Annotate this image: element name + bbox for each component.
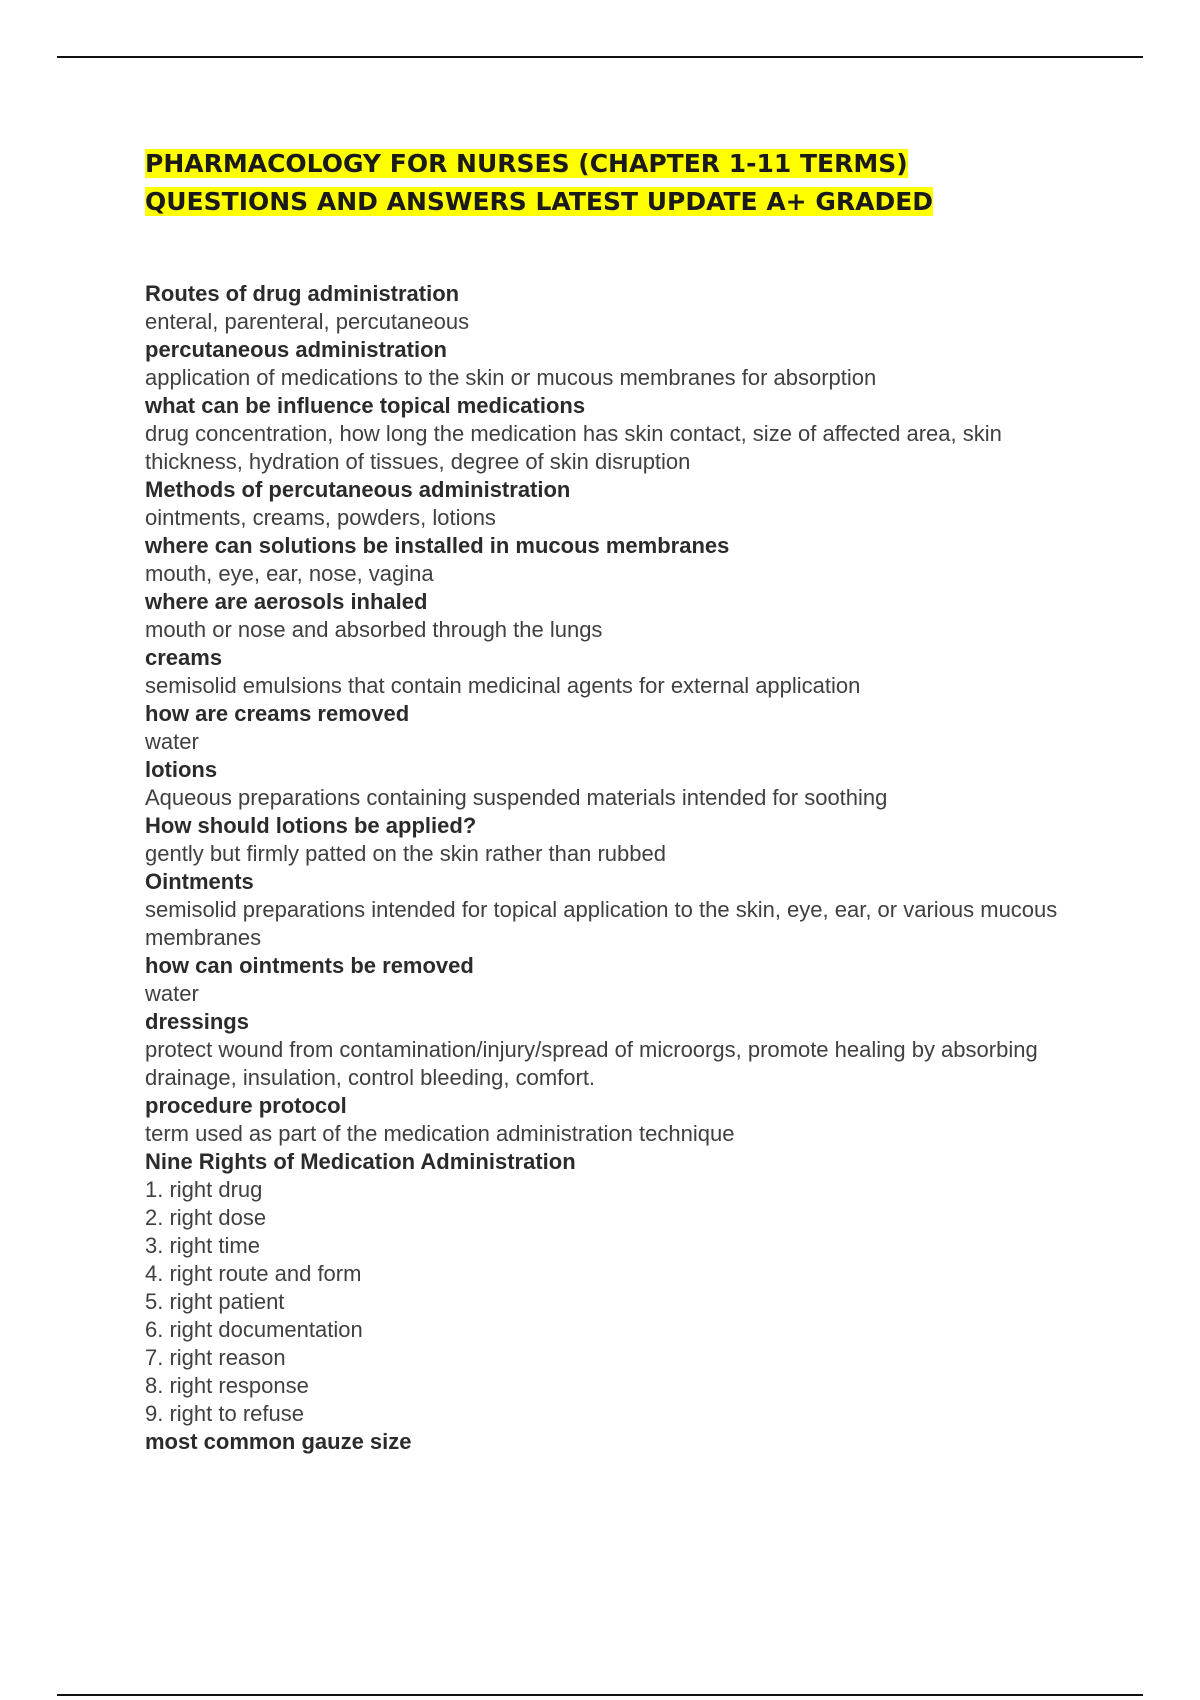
entry (145, 644, 1095, 700)
entry-term: How should lotions be applied? (145, 813, 477, 838)
entry-term: percutaneous administration (145, 337, 447, 362)
document-title-text: PHARMACOLOGY FOR NURSES (CHAPTER 1-11 TERMS) QUESTIONS AND ANSWERS LATEST UPDATE A+ GRADED (145, 149, 934, 216)
entry (145, 1008, 1095, 1092)
entry-term: where are aerosols inhaled (145, 589, 428, 614)
rights-list-item: 7. right reason (145, 1345, 286, 1370)
entry-definition: semisolid emulsions that contain medicinal agents for external application (145, 673, 861, 698)
entry-term: how are creams removed (145, 701, 410, 726)
entry-definition: drug concentration, how long the medication has skin contact, size of affected area, skin thickness, hydration of tissues, degree of skin disruption (145, 421, 1002, 474)
rights-entry (145, 1148, 1095, 1428)
rights-list-item: 5. right patient (145, 1289, 285, 1314)
entry-term: lotions (145, 757, 218, 782)
rights-list-item: 4. right route and form (145, 1261, 362, 1286)
entry-definition: water (145, 729, 199, 754)
entry (145, 532, 1095, 588)
entry-term: creams (145, 645, 223, 670)
entry-definition: semisolid preparations intended for topical application to the skin, eye, ear, or various mucous membranes (145, 897, 1058, 950)
entry (145, 476, 1095, 532)
entry (145, 868, 1095, 952)
final-term: most common gauze size (145, 1429, 412, 1454)
entry-definition: application of medications to the skin or mucous membranes for absorption (145, 365, 877, 390)
entry-term: dressings (145, 1009, 249, 1034)
header-rule (57, 56, 1143, 58)
rights-list-item: 9. right to refuse (145, 1401, 304, 1426)
entry (145, 756, 1095, 812)
rights-list-item: 1. right drug (145, 1177, 263, 1202)
entry-definition: gently but firmly patted on the skin rather than rubbed (145, 841, 666, 866)
entry-definition: Aqueous preparations containing suspended materials intended for soothing (145, 785, 888, 810)
footer-rule (57, 1694, 1143, 1696)
entry-definition: water (145, 981, 199, 1006)
rights-list-item: 2. right dose (145, 1205, 267, 1230)
rights-list-item: 3. right time (145, 1233, 260, 1258)
document-body (145, 280, 1095, 1456)
document-title (145, 145, 1065, 221)
rights-list-item: 6. right documentation (145, 1317, 363, 1342)
entry-term: Methods of percutaneous administration (145, 477, 571, 502)
entry-definition: protect wound from contamination/injury/spread of microorgs, promote healing by absorbing drainage, insulation, control bleeding, comfort. (145, 1037, 1038, 1090)
entry-term: procedure protocol (145, 1093, 347, 1118)
entry (145, 952, 1095, 1008)
entry (145, 588, 1095, 644)
entry-term: what can be influence topical medications (145, 393, 586, 418)
entry-term: how can ointments be removed (145, 953, 474, 978)
entry (145, 336, 1095, 392)
rights-term: Nine Rights of Medication Administration (145, 1149, 576, 1174)
entry-definition: enteral, parenteral, percutaneous (145, 309, 470, 334)
entry (145, 1092, 1095, 1148)
entry (145, 392, 1095, 476)
entry (145, 700, 1095, 756)
entry-term: where can solutions be installed in mucous membranes (145, 533, 730, 558)
entry-term: Routes of drug administration (145, 281, 460, 306)
rights-list-item: 8. right response (145, 1373, 309, 1398)
entry (145, 280, 1095, 336)
entry-definition: mouth or nose and absorbed through the lungs (145, 617, 603, 642)
entry (145, 812, 1095, 868)
entry-definition: mouth, eye, ear, nose, vagina (145, 561, 434, 586)
entry-definition: ointments, creams, powders, lotions (145, 505, 496, 530)
entry-term: Ointments (145, 869, 254, 894)
entry-definition: term used as part of the medication administration technique (145, 1121, 735, 1146)
